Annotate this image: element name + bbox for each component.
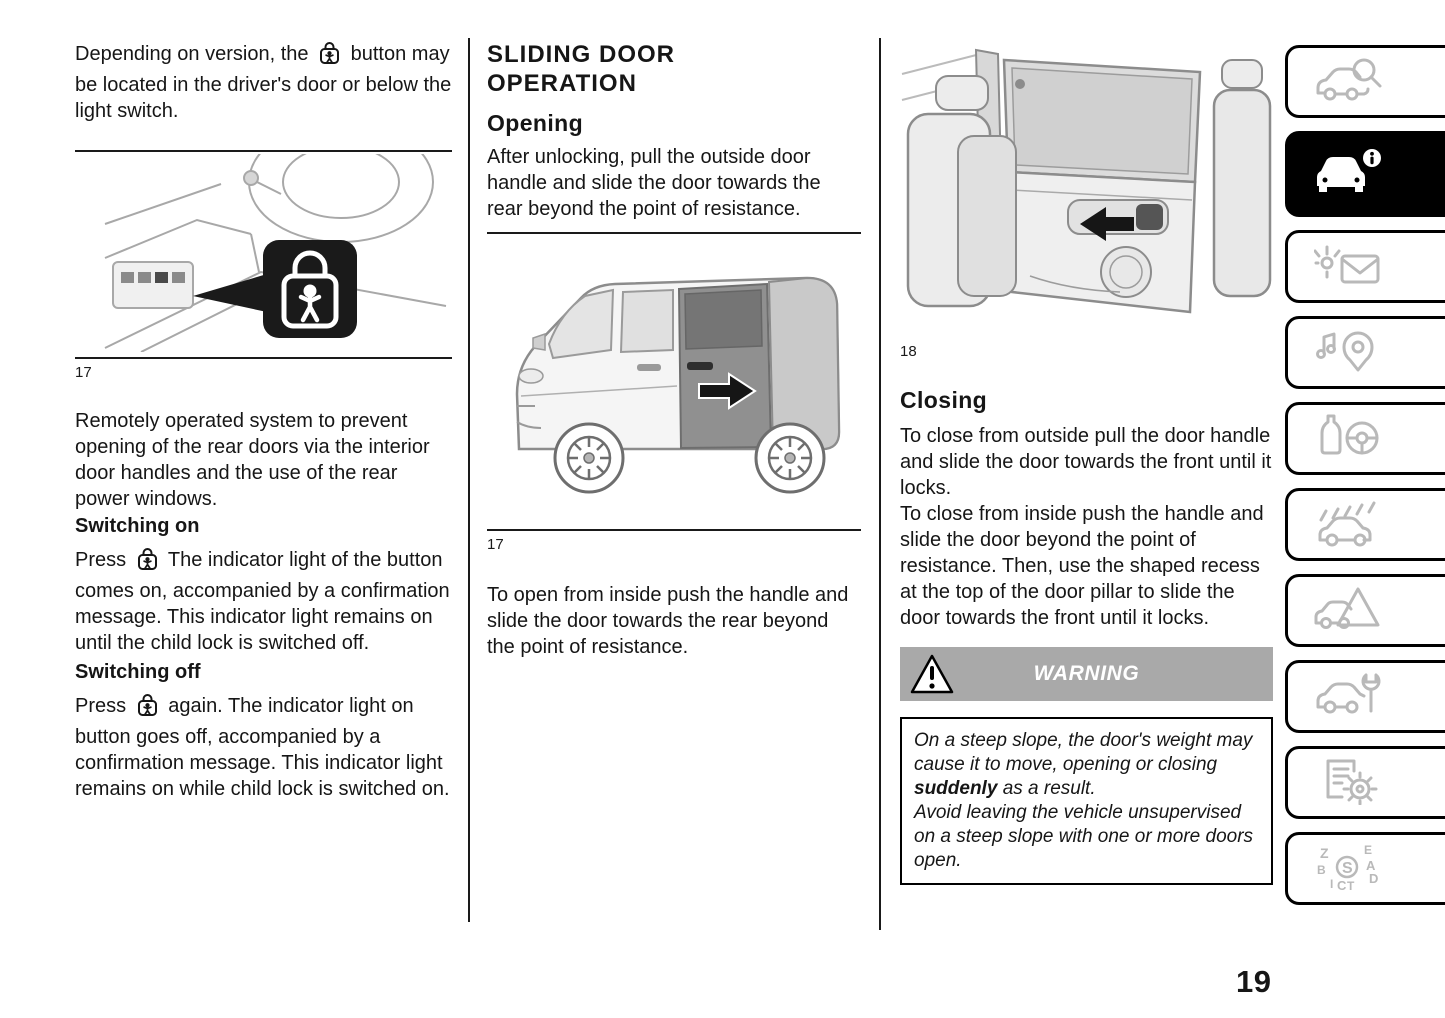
car-rain-icon: [1314, 497, 1384, 552]
horizontal-rule: [75, 150, 452, 152]
figure-caption: 17: [487, 536, 504, 553]
closing-heading: Closing: [900, 387, 988, 413]
intro-paragraph: [75, 40, 452, 124]
opening-paragraph: After unlocking, pull the outside door handle and slide the door towards the rear beyond the point of resistance.: [487, 146, 821, 220]
page-number: 19: [1236, 964, 1272, 999]
svg-text:I: I: [1330, 877, 1334, 891]
chapter-sidebar: [1285, 45, 1445, 918]
warning-label: WARNING: [1033, 662, 1140, 685]
warning-text-box: [900, 717, 1273, 885]
child-lock-icon: [318, 40, 341, 72]
door-handle: [687, 362, 713, 370]
warning-paragraph-1: On a steep slope, the door's weight may cause it to move, opening or closing suddenly as a result.: [914, 730, 1253, 799]
horizontal-rule: [487, 529, 861, 531]
section-title: SLIDING DOOR OPERATION: [487, 41, 676, 97]
figure-caption: 17: [75, 364, 92, 381]
middle-column: [487, 40, 861, 660]
sidebar-button-vehicle-overview[interactable]: [1285, 45, 1445, 118]
child-lock-icon: [136, 546, 159, 578]
navigation-music-icon: [1314, 325, 1384, 380]
sidebar-button-maintenance[interactable]: [1285, 660, 1445, 733]
pointer-triangle: [193, 274, 267, 312]
handle-recess: [1136, 204, 1163, 230]
warning-header: [900, 647, 1273, 701]
right-column: [900, 38, 1273, 885]
sidebar-button-driving[interactable]: [1285, 488, 1445, 561]
switching-on-paragraph: Press The indicator light of the button comes on, accompanied by a confirmation message. This indicator light remains on until the child lock is switched off.: [75, 546, 452, 656]
intro-text-2: button may be located in the driver's door or below the light switch.: [75, 43, 452, 122]
car-magnifier-icon: [1314, 54, 1384, 109]
closing-paragraph-1: To close from outside pull the door handle and slide the door towards the front until it locks.: [900, 425, 1272, 499]
svg-text:Z: Z: [1320, 845, 1329, 861]
sidebar-button-multimedia[interactable]: [1285, 316, 1445, 389]
switching-off-paragraph: Press again. The indicator light on button goes off, accompanied by a confirmation message. This indicator light remains on while child lock is switched on.: [75, 692, 452, 802]
column-divider: [468, 38, 470, 922]
intro-text-1: Depending on version, the: [75, 43, 309, 65]
bottle-steering-wheel-icon: [1314, 411, 1384, 466]
svg-text:A: A: [1366, 858, 1376, 873]
figure-van-sliding-door: [487, 236, 861, 529]
open-inside-paragraph: To open from inside push the handle and slide the door towards the rear beyond the point of resistance.: [487, 584, 849, 658]
sidebar-button-index[interactable]: [1285, 832, 1445, 905]
figure-interior-door-handle: [900, 40, 1273, 338]
warning-triangle-icon: [908, 652, 956, 701]
sidebar-button-warning-lights[interactable]: [1285, 230, 1445, 303]
sidebar-button-safe-driving[interactable]: [1285, 402, 1445, 475]
column-divider: [879, 38, 881, 930]
car-warning-triangle-icon: [1314, 583, 1384, 638]
horizontal-rule: [487, 232, 861, 234]
sidebar-button-emergency[interactable]: [1285, 574, 1445, 647]
warning-bold-word: suddenly: [914, 778, 998, 799]
svg-text:S: S: [1342, 860, 1353, 877]
switching-off-heading: Switching off: [75, 661, 201, 683]
figure-dashboard-childlock: [75, 154, 452, 357]
warning-paragraph-2: Avoid leaving the vehicle unsupervised on a steep slope with one or more doors open.: [914, 802, 1254, 871]
svg-text:C: C: [1337, 878, 1347, 892]
left-column: [75, 40, 452, 802]
svg-text:T: T: [1347, 879, 1355, 892]
warning-light-message-icon: [1314, 239, 1384, 294]
svg-text:B: B: [1317, 863, 1326, 877]
closing-paragraph-2: To close from inside push the handle and slide the door beyond the point of resistance. Then, use the shaped recess at the top of the door pillar to slide the door towards the front until it locks.: [900, 503, 1264, 629]
horizontal-rule: [75, 357, 452, 359]
car-info-icon: [1314, 147, 1384, 202]
remote-system-paragraph: Remotely operated system to prevent opening of the rear doors via the interior door handles and the use of the rear power windows.: [75, 410, 430, 510]
car-wrench-icon: [1314, 669, 1384, 724]
figure-caption: 18: [900, 343, 917, 360]
opening-heading: Opening: [487, 110, 584, 136]
sidebar-button-vehicle-info-active[interactable]: [1285, 131, 1445, 217]
svg-text:D: D: [1369, 871, 1379, 886]
child-lock-icon: [136, 692, 159, 724]
switching-on-heading: Switching on: [75, 515, 200, 537]
sidebar-button-technical-data[interactable]: [1285, 746, 1445, 819]
document-gear-icon: [1314, 755, 1384, 810]
svg-text:E: E: [1364, 843, 1373, 857]
alphabetical-index-icon: [1314, 840, 1384, 897]
